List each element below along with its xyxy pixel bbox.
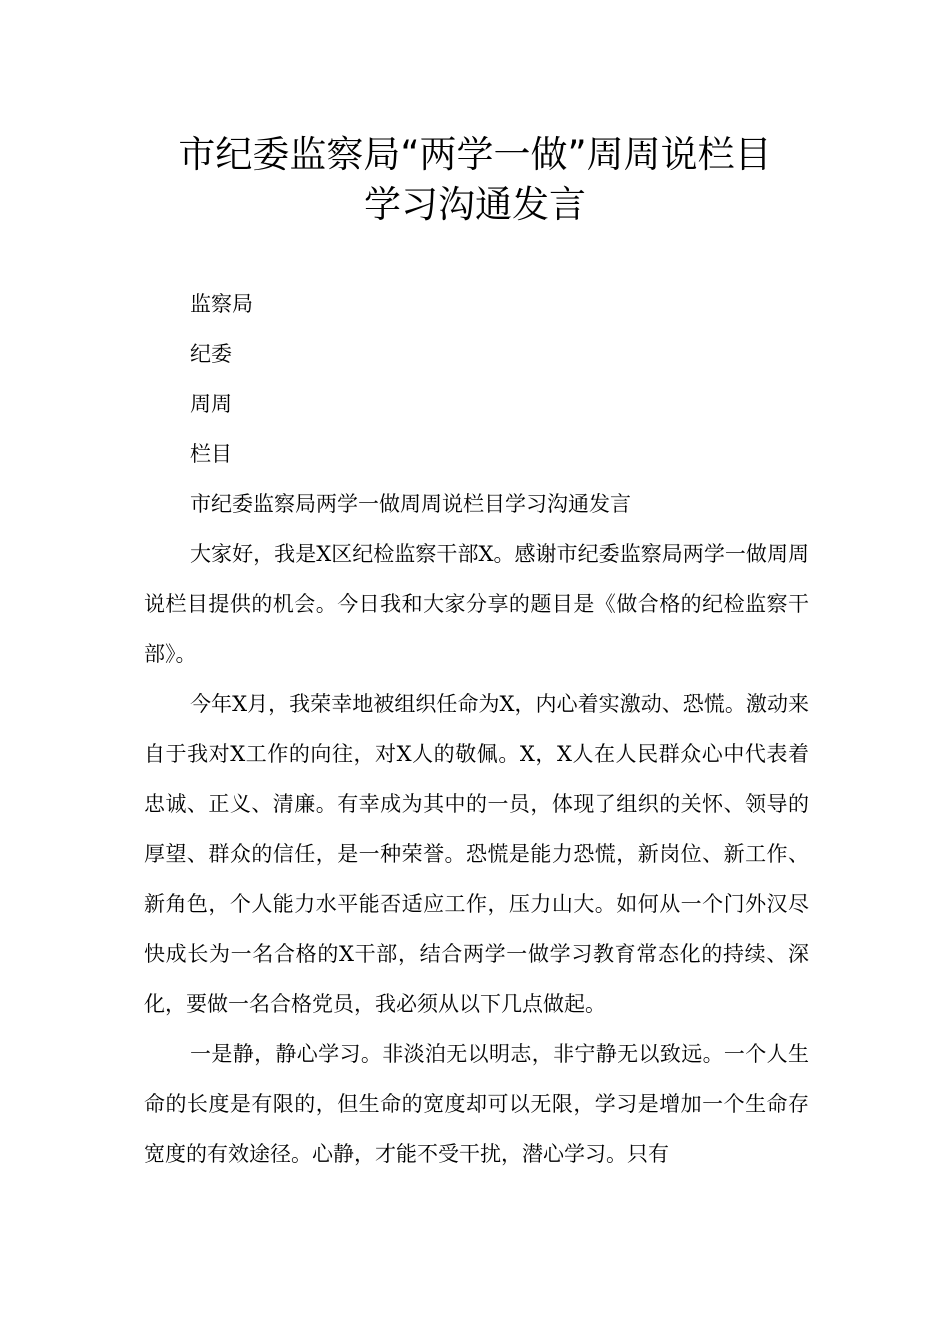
paragraph-greeting: 大家好，我是X区纪检监察干部X。感谢市纪委监察局两学一做周周说栏目提供的机会。今日我和大家分享的题目是《做合格的纪检监察干部》。 xyxy=(144,542,809,666)
paragraph-point-one: 一是静，静心学习。非淡泊无以明志，非宁静无以致远。一个人生命的长度是有限的，但生命的宽度却可以无限，学习是增加一个生命存宽度的有效途径。心静，才能不受干扰，潜心学习。只有 xyxy=(144,1042,809,1166)
document-title xyxy=(0,130,950,230)
subtitle-line: 市纪委监察局两学一做周周说栏目学习沟通发言 xyxy=(190,492,631,516)
title-line-1: 市纪委监察局“两学一做”周周说栏目 xyxy=(178,133,772,176)
paragraph-appointment: 今年X月，我荣幸地被组织任命为X，内心着实激动、恐慌。激动来自于我对X工作的向往，对X人的敬佩。X，X人在人民群众心中代表着忠诚、正义、清廉。有幸成为其中的一员，体现了组织的关怀、领导的厚望、群众的信任，是一种荣誉。恐慌是能力恐慌，新岗位、新工作、新角色，个人能力水平能否适应工作，压力山大。如何从一个门外汉尽快成长为一名合格的X干部，结合两学一做学习教育常态化的持续、深化，要做一名合格党员，我必须从以下几点做起。 xyxy=(144,692,809,1016)
document-body xyxy=(144,279,809,1179)
keyword-line: 纪委 xyxy=(190,342,232,366)
title-line-2: 学习沟通发言 xyxy=(364,183,586,226)
keyword-line: 周周 xyxy=(190,392,232,416)
keyword-line: 监察局 xyxy=(190,292,253,316)
keyword-line: 栏目 xyxy=(190,442,232,466)
